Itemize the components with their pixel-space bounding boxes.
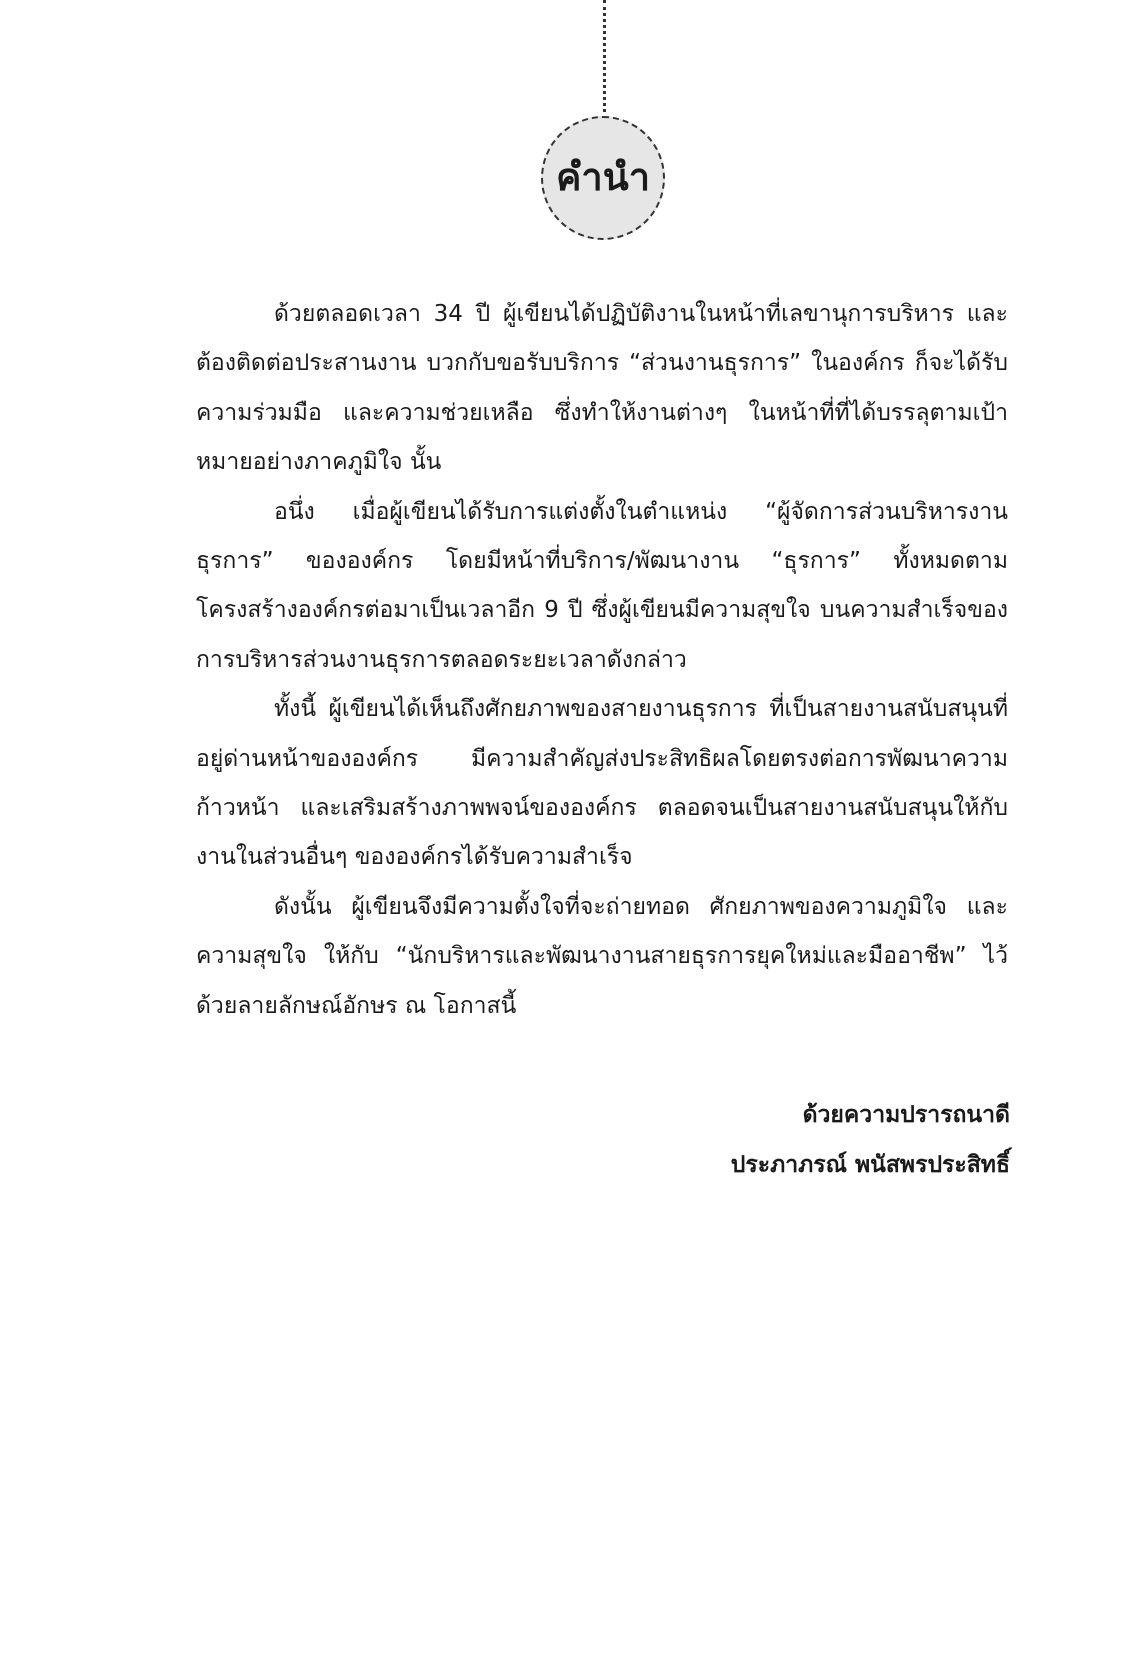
heading-circle-badge — [541, 116, 665, 240]
paragraph-3: ทั้งนี้ ผู้เขียนได้เห็นถึงศักยภาพของสายงานธุรการ ที่เป็นสายงานสนับสนุนที่อยู่ด่านหน้าขององค์กร มีความสำคัญส่งประสิทธิผลโดยตรงต่อการพัฒนาความก้าวหน้า และเสริมสร้างภาพพจน์ขององค์กร ตลอดจนเป็นสายงานสนับสนุนให้กับงานในส่วนอื่นๆ ขององค์กรได้รับความสำเร็จ — [196, 696, 1008, 871]
signature-block — [600, 1090, 1010, 1190]
paragraph-4: ดังนั้น ผู้เขียนจึงมีความตั้งใจที่จะถ่ายทอด ศักยภาพของความภูมิใจ และความสุขใจ ให้กับ “นักบริหารและพัฒนางานสายธุรการยุคใหม่และมืออาชีพ” ไว้ด้วยลายลักษณ์อักษร ณ โอกาสนี้ — [196, 893, 1008, 1019]
paragraph-2: อนึ่ง เมื่อผู้เขียนได้รับการแต่งตั้งในตำแหน่ง “ผู้จัดการส่วนบริหารงานธุรการ” ขององค์กร โดยมีหน้าที่บริการ/พัฒนางาน “ธุรการ” ทั้งหมดตามโครงสร้างองค์กรต่อมาเป็นเวลาอีก 9 ปี ซึ่งผู้เขียนมีความสุขใจ บนความสำเร็จของการบริหารส่วนงานธุรการตลอดระยะเวลาดังกล่าว — [196, 498, 1008, 673]
preface-body — [196, 290, 1008, 1031]
dotted-connector-line — [603, 0, 606, 112]
closing-line: ด้วยความปรารถนาดี — [802, 1102, 1010, 1128]
author-name: ประภาภรณ์ พนัสพรประสิทธิ์ — [730, 1152, 1010, 1178]
paragraph-1: ด้วยตลอดเวลา 34 ปี ผู้เขียนได้ปฏิบัติงานในหน้าที่เลขานุการบริหาร และต้องติดต่อประสานงาน บวกกับขอรับบริการ “ส่วนงานธุรการ” ในองค์กร ก็จะได้รับความร่วมมือ และความช่วยเหลือ ซึ่งทำให้งานต่างๆ ในหน้าที่ที่ได้บรรลุตามเป้าหมายอย่างภาคภูมิใจ นั้น — [196, 301, 1008, 476]
page-title: คำนำ — [555, 154, 651, 199]
